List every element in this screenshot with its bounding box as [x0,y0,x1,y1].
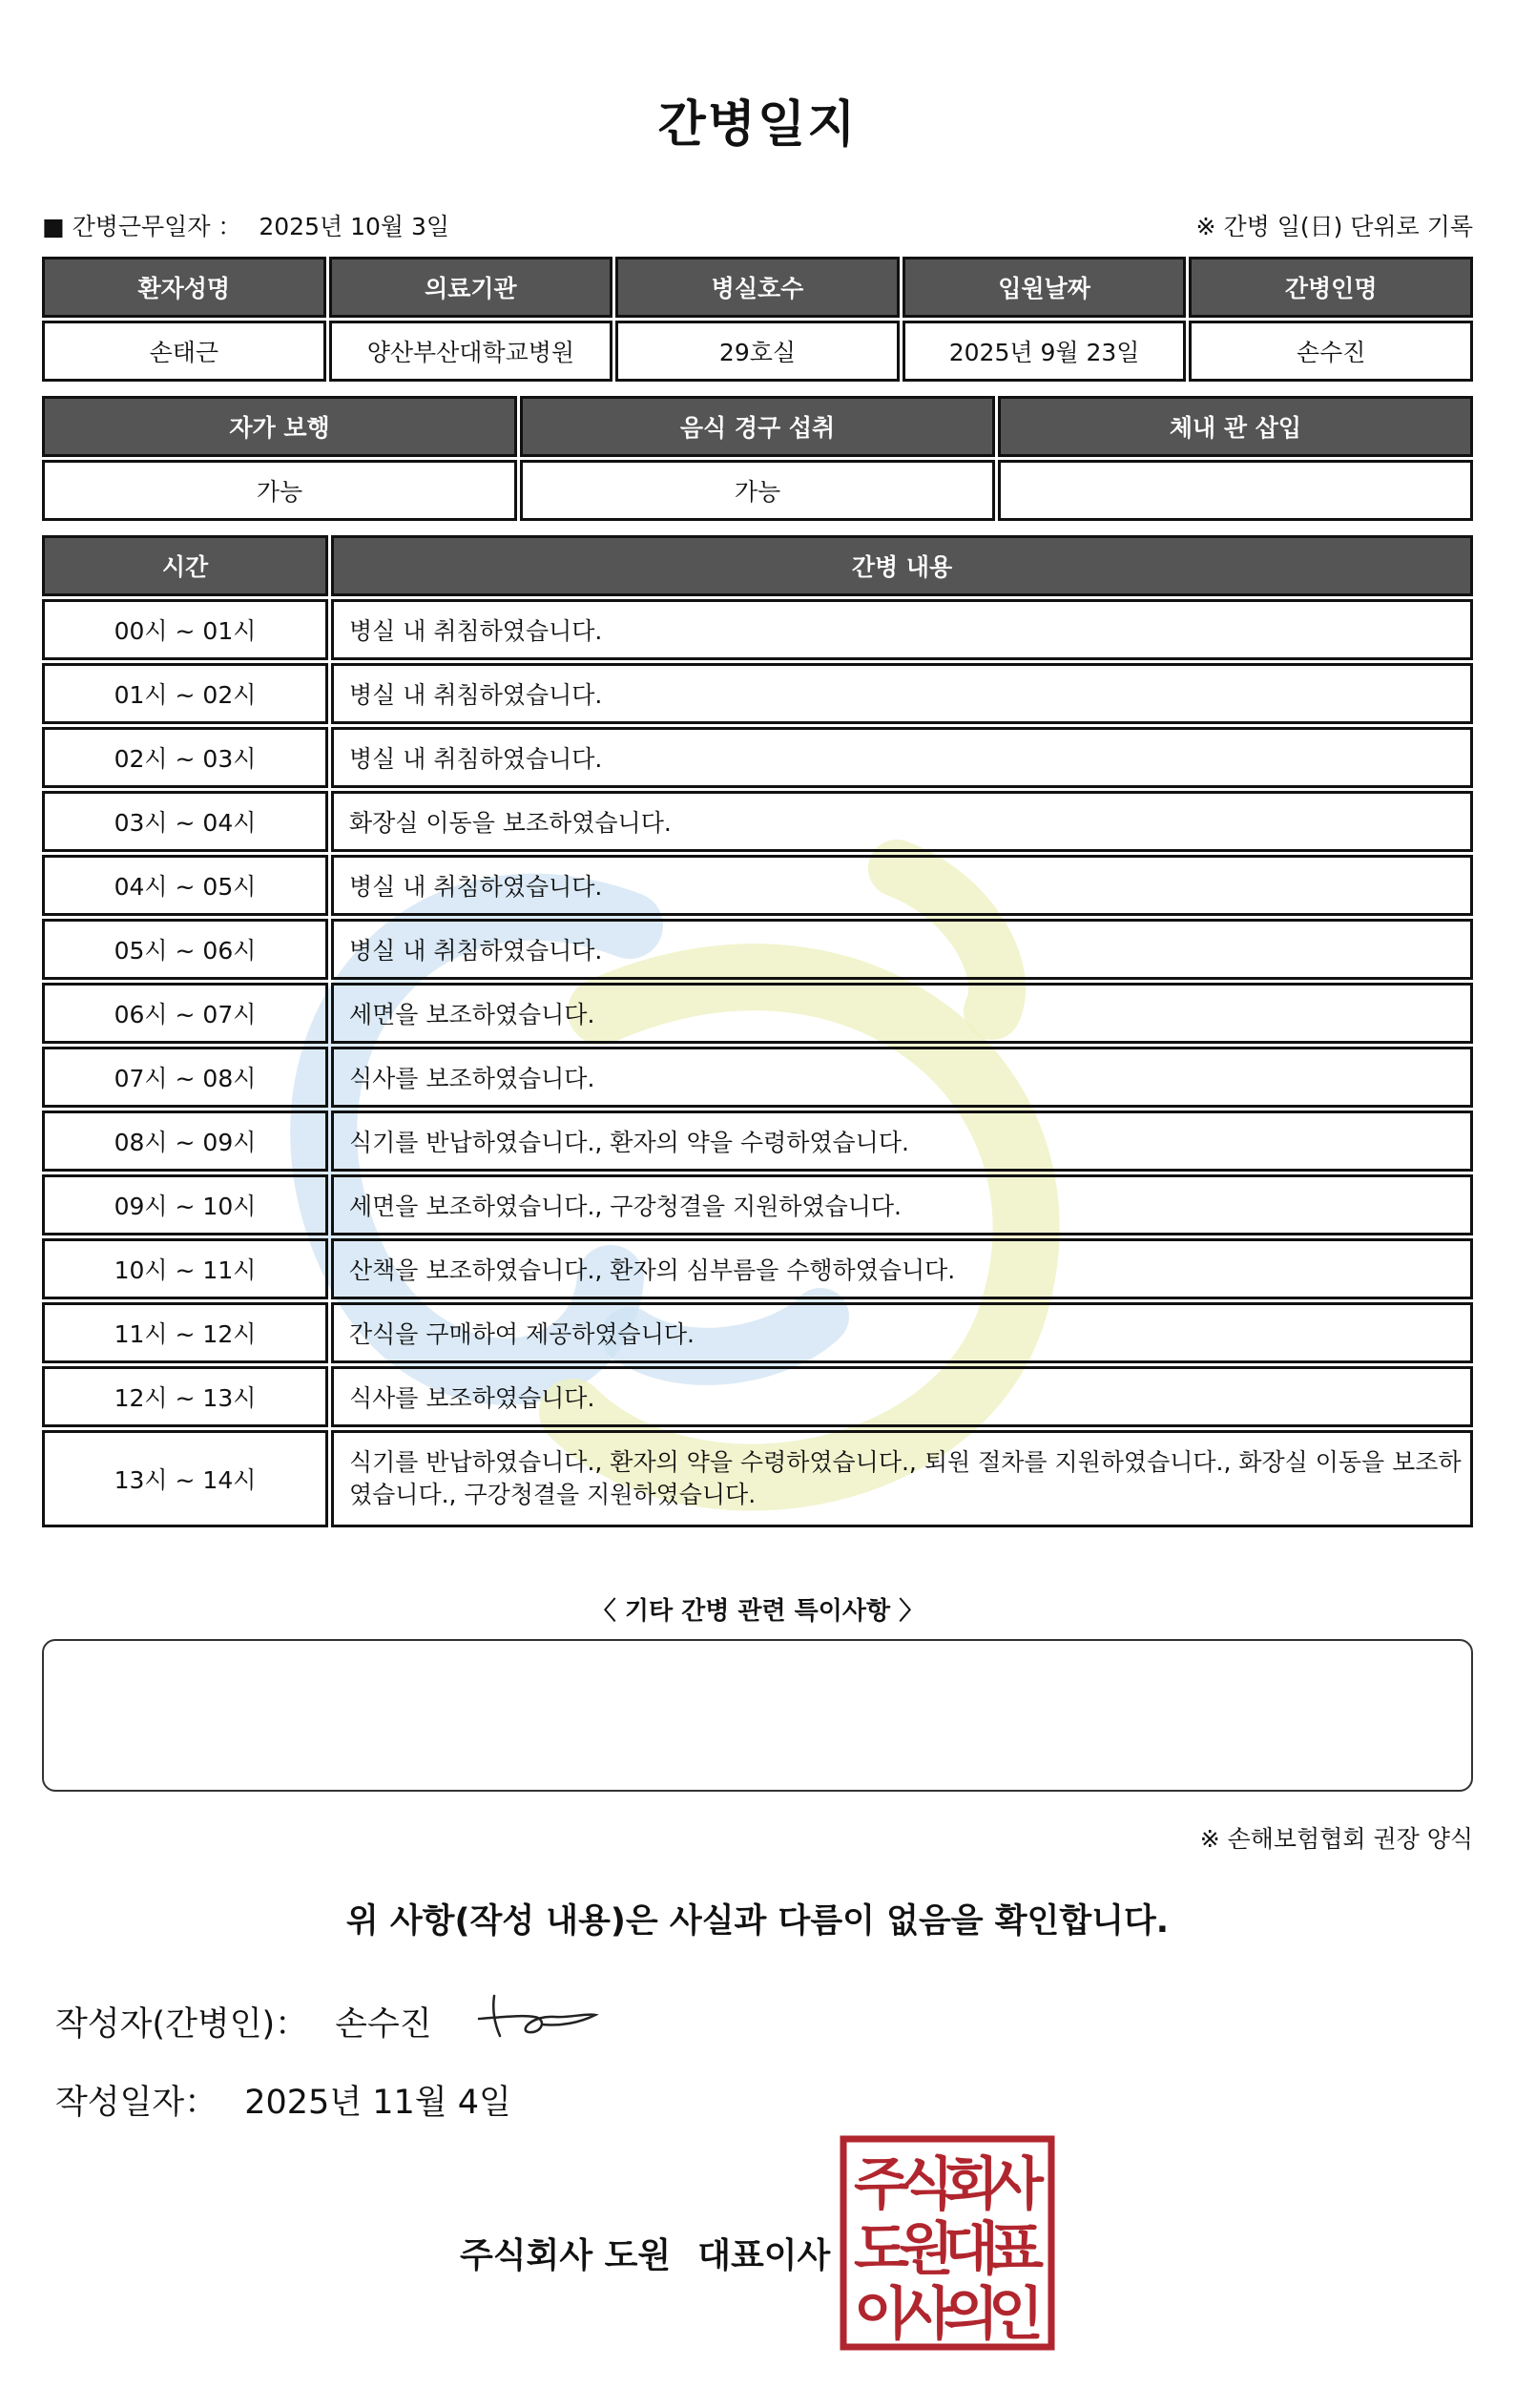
table-row [42,983,1473,1044]
patient-info-header-row [42,257,1473,318]
header-time: 시간 [42,535,328,596]
header-room: 병실호수 [615,257,900,318]
svg-text:주: 주 [854,2151,909,2218]
tube-insertion-value [998,460,1473,521]
other-notes-title: 〈 기타 간병 관련 특이사항 〉 [591,1597,924,1626]
svg-text:이: 이 [854,2281,909,2348]
svg-text:원: 원 [899,2216,954,2283]
admission-date: 2025년 9월 23일 [903,321,1187,382]
recommended-form-note: ※ 손해보험협회 권장 양식 [1199,1825,1473,1853]
table-row [42,1366,1473,1427]
care-log-header-row [42,535,1473,596]
written-date-value: 2025년 11월 4일 [244,2084,511,2122]
svg-text:의: 의 [944,2281,999,2348]
table-row [42,1302,1473,1363]
time-cell: 07시 ~ 08시 [42,1047,328,1108]
table-row [42,663,1473,724]
confirmation-statement: 위 사항(작성 내용)은 사실과 다름이 없음을 확인합니다. [345,1902,1170,1941]
content-cell: 식사를 보조하였습니다. [331,1047,1473,1108]
writer-name: 손수진 [335,2005,432,2044]
self-walking-value: 가능 [42,460,517,521]
caregiver-name: 손수진 [1189,321,1473,382]
patient-status-table [39,393,1476,524]
status-value-row [42,460,1473,521]
table-row [42,1430,1473,1527]
time-cell: 10시 ~ 11시 [42,1238,328,1299]
content-cell: 식사를 보조하였습니다. [331,1366,1473,1427]
time-cell: 09시 ~ 10시 [42,1174,328,1235]
work-date-label: ■ 간병근무일자 ： [42,213,242,240]
status-header-row [42,396,1473,457]
company-name: 주식회사 도원 [460,2236,672,2275]
time-cell: 05시 ~ 06시 [42,919,328,980]
oral-intake-value: 가능 [520,460,995,521]
time-cell: 11시 ~ 12시 [42,1302,328,1363]
svg-text:인: 인 [988,2281,1044,2348]
written-date-label: 작성일자： [55,2084,218,2122]
written-date-row [55,2076,511,2124]
header-tube-insertion: 체내 관 삽입 [998,396,1473,457]
time-cell: 12시 ~ 13시 [42,1366,328,1427]
company-seal-stamp [840,2135,1055,2351]
content-cell: 산책을 보조하였습니다., 환자의 심부름을 수행하였습니다. [331,1238,1473,1299]
work-date [42,208,449,242]
content-cell: 세면을 보조하였습니다., 구강청결을 지원하였습니다. [331,1174,1473,1235]
svg-text:표: 표 [988,2216,1044,2283]
other-notes-box [42,1639,1473,1792]
content-cell: 병실 내 취침하였습니다. [331,663,1473,724]
time-cell: 01시 ~ 02시 [42,663,328,724]
company-signature [460,2229,830,2277]
table-row [42,855,1473,916]
work-date-value: 2025년 10월 3일 [259,213,450,240]
time-cell: 06시 ~ 07시 [42,983,328,1044]
header-care-content: 간병 내용 [331,535,1473,596]
record-note: ※ 간병 일(日) 단위로 기록 [1195,213,1473,240]
svg-text:도: 도 [854,2216,909,2283]
time-cell: 04시 ~ 05시 [42,855,328,916]
header-oral-intake: 음식 경구 섭취 [520,396,995,457]
writer-label: 작성자(간병인)： [55,2005,309,2044]
content-cell: 병실 내 취침하였습니다. [331,855,1473,916]
content-cell: 화장실 이동을 보조하였습니다. [331,791,1473,852]
content-cell: 병실 내 취침하였습니다. [331,727,1473,788]
page-title: 간병일지 [657,96,858,154]
time-cell: 00시 ~ 01시 [42,599,328,660]
table-row [42,791,1473,852]
header-admission-date: 입원날짜 [903,257,1187,318]
header-patient-name: 환자성명 [42,257,326,318]
table-row [42,1174,1473,1235]
patient-info-table [39,254,1476,384]
content-cell: 병실 내 취침하였습니다. [331,599,1473,660]
content-cell: 식기를 반납하였습니다., 환자의 약을 수령하였습니다. [331,1111,1473,1172]
header-caregiver-name: 간병인명 [1189,257,1473,318]
room-number: 29호실 [615,321,900,382]
table-row [42,1047,1473,1108]
writer-row [55,1998,432,2045]
time-cell: 08시 ~ 09시 [42,1111,328,1172]
ceo-title: 대표이사 [697,2236,831,2275]
time-cell: 13시 ~ 14시 [42,1430,328,1527]
signature-image [475,1988,599,2055]
content-cell: 간식을 구매하여 제공하였습니다. [331,1302,1473,1363]
svg-text:사: 사 [899,2281,954,2348]
care-log-table [39,532,1476,1530]
content-cell: 병실 내 취침하였습니다. [331,919,1473,980]
table-row [42,1238,1473,1299]
time-cell: 03시 ~ 04시 [42,791,328,852]
header-self-walking: 자가 보행 [42,396,517,457]
header-hospital: 의료기관 [329,257,613,318]
patient-name: 손태근 [42,321,326,382]
content-cell: 세면을 보조하였습니다. [331,983,1473,1044]
time-cell: 02시 ~ 03시 [42,727,328,788]
table-row [42,919,1473,980]
content-cell: 식기를 반납하였습니다., 환자의 약을 수령하였습니다., 퇴원 절차를 지원하였습니다., 화장실 이동을 보조하였습니다., 구강청결을 지원하였습니다. [331,1430,1473,1527]
table-row [42,727,1473,788]
svg-text:식: 식 [899,2151,954,2218]
svg-text:회: 회 [944,2151,999,2218]
svg-text:대: 대 [944,2216,999,2283]
table-row [42,599,1473,660]
patient-info-value-row [42,321,1473,382]
hospital-name: 양산부산대학교병원 [329,321,613,382]
table-row [42,1111,1473,1172]
svg-text:사: 사 [988,2151,1044,2218]
